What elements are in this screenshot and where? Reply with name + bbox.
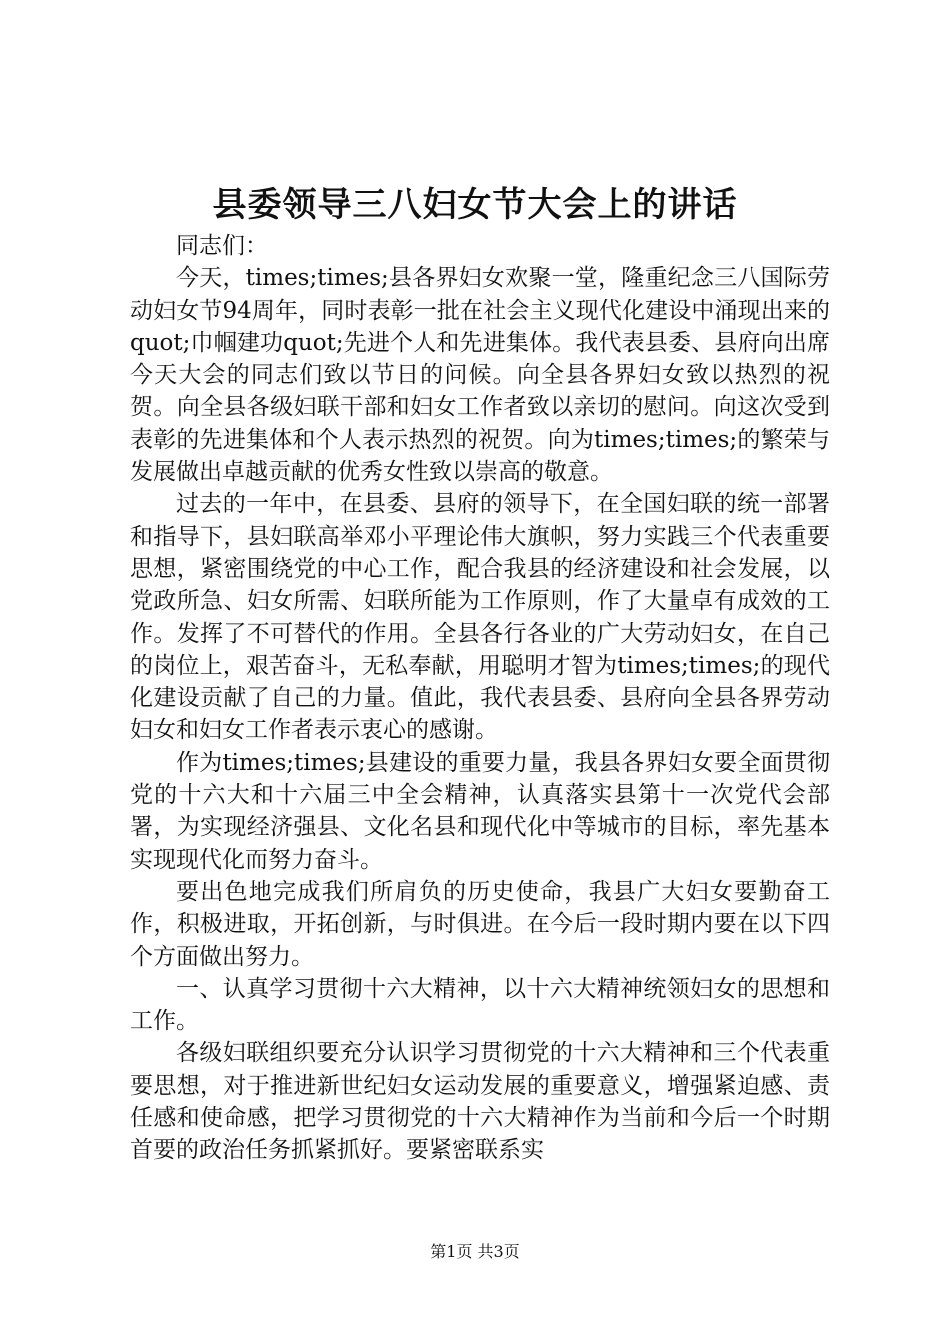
body-paragraph: 各级妇联组织要充分认识学习贯彻党的十六大精神和三个代表重要思想，对于推进新世纪妇女运动发展的重要意义，增强紧迫感、责任感和使命感，把学习贯彻党的十六大精神作为当前和今后一个时期首要的政治任务抓紧抓好。要紧密联系实 (130, 1040, 830, 1164)
salutation-paragraph: 同志们： (176, 233, 268, 259)
body-paragraph: 作为times;times;县建设的重要力量，我县各界妇女要全面贯彻党的十六大和十六届三中全会精神，认真落实县第十一次党代会部署，为实现经济强县、文化名县和现代化中等城市的目标，率先基本实现现代化而努力奋斗。 (130, 749, 830, 873)
body-paragraph: 今天，times;times;县各界妇女欢聚一堂，隆重纪念三八国际劳动妇女节94周年，同时表彰一批在社会主义现代化建设中涌现出来的quot;巾帼建功quot;先进个人和先进集体。我代表县委、县府向出席今天大会的同志们致以节日的问候。向全县各界妇女致以热烈的祝贺。向全县各级妇联干部和妇女工作者致以亲切的慰问。向这次受到表彰的先进集体和个人表示热烈的祝贺。向为times;times;的繁荣与发展做出卓越贡献的优秀女性致以崇高的敬意。 (130, 265, 830, 486)
document-body (130, 230, 830, 1167)
body-paragraph: 要出色地完成我们所肩负的历史使命，我县广大妇女要勤奋工作，积极进取，开拓创新，与时俱进。在今后一段时期内要在以下四个方面做出努力。 (130, 878, 830, 970)
page-footer: 第1页 共3页 (430, 1242, 520, 1261)
section-heading-paragraph: 一、认真学习贯彻十六大精神，以十六大精神统领妇女的思想和工作。 (130, 975, 830, 1035)
body-paragraph: 过去的一年中，在县委、县府的领导下，在全国妇联的统一部署和指导下，县妇联高举邓小平理论伟大旗帜，努力实践三个代表重要思想，紧密围绕党的中心工作，配合我县的经济建设和社会发展，以党政所急、妇女所需、妇联所能为工作原则，作了大量卓有成效的工作。发挥了不可替代的作用。全县各行各业的广大劳动妇女，在自己的岗位上，艰苦奋斗，无私奉献，用聪明才智为times;times;的现代化建设贡献了自己的力量。值此，我代表县委、县府向全县各界劳动妇女和妇女工作者表示衷心的感谢。 (130, 491, 830, 744)
document-title: 县委领导三八妇女节大会上的讲话 (212, 185, 738, 225)
